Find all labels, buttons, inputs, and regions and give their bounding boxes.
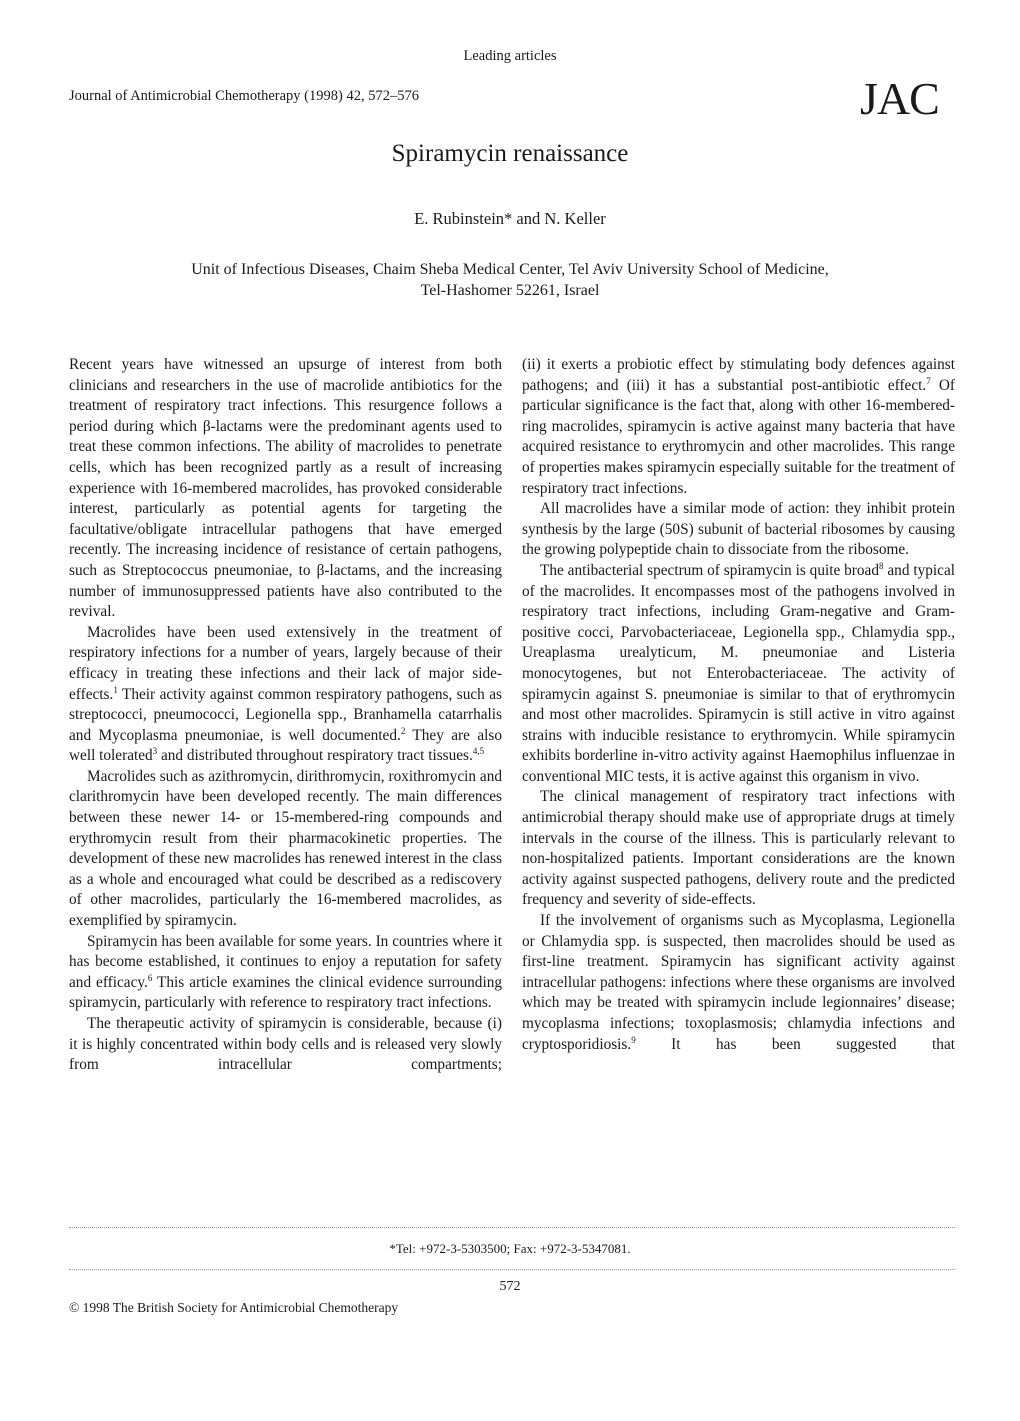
body-paragraph <box>522 561 955 788</box>
footnote: *Tel: +972-3-5303500; Fax: +972-3-5347081. <box>389 1241 631 1256</box>
paragraph-text: It has been suggested that <box>635 1035 955 1053</box>
reference-superscript: 3 <box>152 746 158 757</box>
footnote-divider-bottom <box>69 1269 955 1270</box>
body-paragraph <box>69 623 502 767</box>
article-title: Spiramycin renaissance <box>391 140 629 167</box>
body-paragraph <box>69 932 502 1014</box>
affiliation-line: Unit of Infectious Diseases, Chaim Sheba Medical Center, Tel Aviv University School of Medicine, <box>191 261 829 278</box>
authors: E. Rubinstein* and N. Keller <box>414 209 606 228</box>
paragraph-text: and distributed throughout respiratory tract tissues. <box>157 747 473 765</box>
paragraph-text: The therapeutic activity of spiramycin is considerable, because (i) it is highly concentrated within body cells and is released very slowly from intracellular compartments; <box>69 1015 502 1074</box>
journal-logo: JAC <box>860 73 939 124</box>
running-head: Leading articles <box>463 48 557 64</box>
reference-superscript: 7 <box>926 375 931 386</box>
affiliation-line: Tel-Hashomer 52261, Israel <box>420 282 600 299</box>
body-paragraph <box>522 911 955 1055</box>
reference-superscript: 2 <box>400 725 406 736</box>
affiliation <box>0 259 1020 301</box>
paragraph-text: All macrolides have a similar mode of action: they inhibit protein synthesis by the large (50S) subunit of bacterial ribosomes by causing the growing polypeptide chain to dissociate from the ribosome. <box>522 500 955 559</box>
reference-superscript: 1 <box>113 684 118 695</box>
body-paragraph <box>522 499 955 561</box>
paragraph-text: The antibacterial spectrum of spiramycin is quite broad <box>540 561 879 579</box>
journal-citation: Journal of Antimicrobial Chemotherapy (1998) 42, 572–576 <box>69 88 419 104</box>
footnote-divider-top <box>69 1227 955 1228</box>
body-paragraph <box>522 355 955 499</box>
left-column <box>69 355 502 1076</box>
body-paragraph <box>522 787 955 911</box>
paragraph-text: The clinical management of respiratory tract infections with antimicrobial therapy should make use of appropriate drugs at timely intervals in the course of the illness. This is particularly relevant to non-hospitalized patients. Important considerations are the known activity against suspected pathogens, delivery route and the predicted frequency and severity of side-effects. <box>522 788 955 909</box>
body-paragraph <box>69 1014 502 1076</box>
paragraph-text: Spiramycin has been available for some years. In countries where it has become established, it continues to enjoy a reputation for safety and efficacy. <box>69 932 502 991</box>
right-column <box>522 355 955 1055</box>
reference-superscript: 6 <box>147 972 153 983</box>
body-paragraph <box>69 355 502 623</box>
reference-superscript: 4,5 <box>472 746 485 757</box>
reference-superscript: 9 <box>631 1034 636 1045</box>
paragraph-text: Macrolides have been used extensively in the treatment of respiratory infections for a number of years, largely because of their efficacy in treating these infections and their lack of major side-effects. <box>69 623 502 703</box>
page-number: 572 <box>499 1279 521 1294</box>
paragraph-text: This article examines the clinical evidence surrounding spiramycin, particularly with reference to respiratory tract infections. <box>69 973 502 1012</box>
paragraph-text: If the involvement of organisms such as Mycoplasma, Legionella or Chlamydia spp. is suspected, then macrolides should be used as first-line treatment. Spiramycin has significant activity against intracellular pathogens: infections where these organisms are involved which may be treated with spiramycin include legionnaires’ disease; mycoplasma infections; toxoplasmosis; chlamydia infections and cryptosporidiosis. <box>522 912 955 1053</box>
paragraph-text: (ii) it exerts a probiotic effect by stimulating body defences against pathogens; and (iii) it has a substantial post-antibiotic effect. <box>522 356 955 394</box>
paragraph-text: Their activity against common respiratory pathogens, such as streptococci, pneumococci, Legionella spp., Branhamella catarrhalis and Mycoplasma pneumoniae, is well documented. <box>69 685 502 744</box>
copyright: © 1998 The British Society for Antimicrobial Chemotherapy <box>69 1300 399 1315</box>
body-paragraph <box>69 767 502 932</box>
paragraph-text: Of particular significance is the fact that, along with other 16-membered-ring macrolides, spiramycin is active against many bacteria that have acquired resistance to erythromycin and other macrolides. This range of properties makes spiramycin especially suitable for the treatment of respiratory tract infections. <box>522 376 955 497</box>
paragraph-text: Macrolides such as azithromycin, dirithromycin, roxithromycin and clarithromycin have been developed recently. The main differences between these newer 14- or 15-membered-ring compounds and erythromycin result from their pharmacokinetic properties. The development of these new macrolides has renewed interest in the class as a whole and encouraged what could be described as a rediscovery of other macrolides, particularly the 16-membered macrolides, as exemplified by spiramycin. <box>69 767 502 930</box>
paragraph-text: Recent years have witnessed an upsurge of interest from both clinicians and researchers in the use of macrolide antibiotics for the treatment of respiratory tract infections. This resurgence follows a period during which β-lactams were the predominant agents used to treat these common infections. The ability of macrolides to penetrate cells, which has been recognized partly as a result of increasing experience with 16-membered macrolides, has provoked considerable interest, particularly as potential agents for targeting the facultative/obligate intracellular pathogens that have emerged recently. The increasing incidence of resistance of certain pathogens, such as Streptococcus pneumoniae, to β-lactams, and the increasing number of immunosuppressed patients have also contributed to the revival. <box>69 356 502 621</box>
paragraph-text: and typical of the macrolides. It encompasses most of the pathogens involved in respiratory tract infections, including Gram-negative and Gram-positive cocci, Parvobacteriaceae, Legionella spp., Chlamydia spp., Ureaplasma urealyticum, M. pneumoniae and Listeria monocytogenes, but not Enterobacteriaceae. The activity of spiramycin against S. pneumoniae is similar to that of erythromycin and most other macrolides. Spiramycin is still active in vitro against strains with inducible resistance to erythromycin. While spiramycin exhibits borderline in-vitro activity against Haemophilus influenzae in conventional MIC tests, it is active against this organism in vivo. <box>522 561 955 785</box>
reference-superscript: 8 <box>879 560 884 571</box>
paragraph-text: They are also well tolerated <box>69 726 502 765</box>
